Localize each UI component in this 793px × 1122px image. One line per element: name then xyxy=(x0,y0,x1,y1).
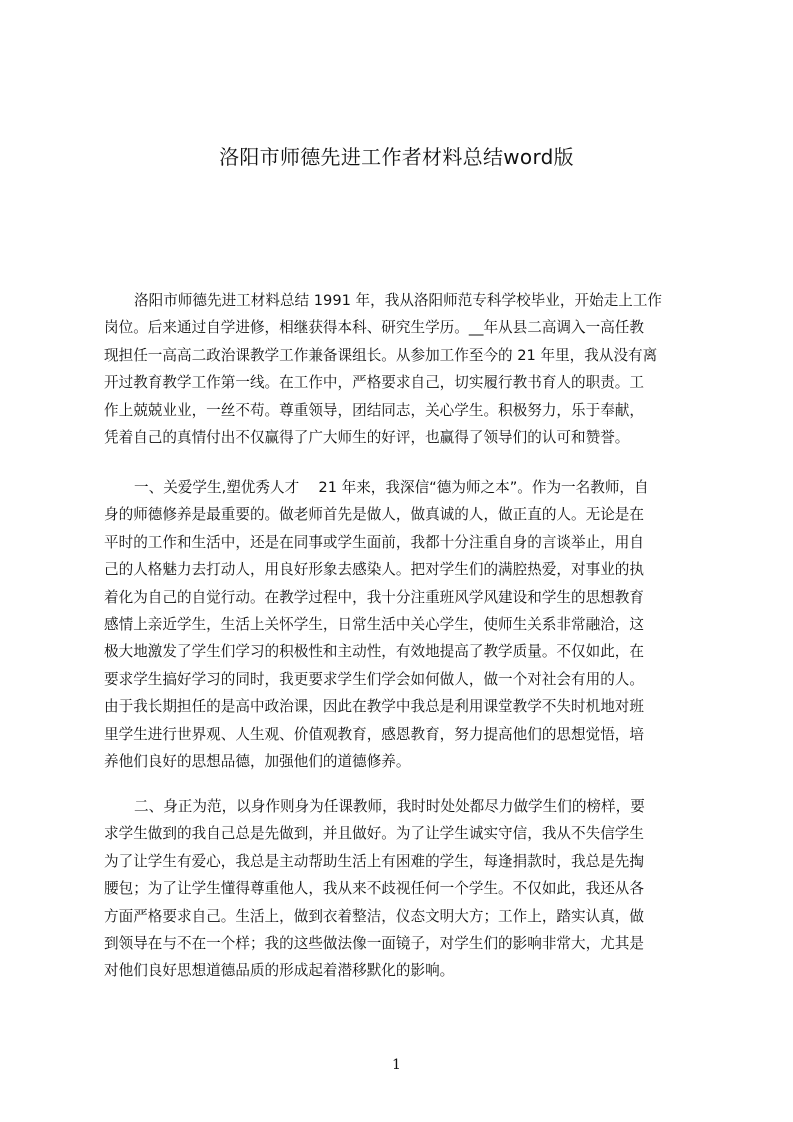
text-line: 腰包；为了让学生懂得尊重他人，我从来不歧视任何一个学生。不仅如此，我还从各 xyxy=(104,880,644,898)
text-line: 一、关爱学生,塑优秀人才 21 年来，我深信“德为师之本”。作为一名教师，自 xyxy=(134,479,649,496)
text-line: 平时的工作和生活中，还是在同事或学生面前，我都十分注重自身的言谈举止，用自 xyxy=(104,533,644,551)
paragraph-section-two xyxy=(104,793,698,985)
paragraph-intro xyxy=(104,287,698,451)
text-line: 现担任一高高二政治课教学工作兼备课组长。从参加工作至今的 21 年里，我从没有离 xyxy=(104,346,658,364)
text-line: 洛阳市师德先进工材料总结 1991 年，我从洛阳师范专科学校毕业，开始走上工作 xyxy=(134,292,663,309)
text-line: 凭着自己的真情付出不仅赢得了广大师生的好评，也赢得了领导们的认可和赞誉。 xyxy=(104,428,630,446)
text-line: 方面严格要求自己。生活上，做到衣着整洁，仪态文明大方；工作上，踏实认真，做 xyxy=(104,907,644,925)
text-line: 二、身正为范，以身作则身为任课教师，我时时处处都尽力做学生们的榜样，要 xyxy=(134,798,645,815)
paragraph-section-one xyxy=(104,474,698,775)
text-line: 求学生做到的我自己总是先做到，并且做好。为了让学生诚实守信，我从不失信学生 xyxy=(104,825,644,843)
document-title: 洛阳市师德先进工作者材料总结word版 xyxy=(219,145,574,169)
text-line: 里学生进行世界观、人生观、价值观教育，感恩教育，努力提高他们的思想觉悟，培 xyxy=(104,725,644,743)
text-line: 要求学生搞好学习的同时，我更要求学生们学会如何做人，做一个对社会有用的人。 xyxy=(104,670,644,688)
text-line: 开过教育教学工作第一线。在工作中，严格要求自己，切实履行教书育人的职责。工 xyxy=(104,374,644,392)
text-line: 由于我长期担任的是高中政治课，因此在教学中我总是利用课堂教学不失时机地对班 xyxy=(104,698,644,716)
text-line: 极大地激发了学生们学习的积极性和主动性，有效地提高了教学质量。不仅如此，在 xyxy=(104,643,644,661)
text-line: 岗位。后来通过自学进修，相继获得本科、研究生学历。__年从县二高调入一高任教 xyxy=(104,319,644,337)
text-line: 对他们良好思想道德品质的形成起着潜移默化的影响。 xyxy=(104,962,455,980)
page-number: 1 xyxy=(392,1057,401,1073)
text-line: 身的师德修养是最重要的。做老师首先是做人，做真诚的人，做正直的人。无论是在 xyxy=(104,506,644,524)
text-line: 感情上亲近学生，生活上关怀学生，日常生活中关心学生，使师生关系非常融洽，这 xyxy=(104,615,644,633)
text-line: 着化为自己的自觉行动。在教学过程中，我十分注重班风学风建设和学生的思想教育 xyxy=(104,588,644,606)
text-line: 作上兢兢业业，一丝不苟。尊重领导，团结同志，关心学生。积极努力，乐于奉献， xyxy=(104,401,644,419)
text-line: 己的人格魅力去打动人，用良好形象去感染人。把对学生们的满腔热爱，对事业的执 xyxy=(104,561,644,579)
text-line: 养他们良好的思想品德，加强他们的道德修养。 xyxy=(104,752,411,770)
text-line: 为了让学生有爱心，我总是主动帮助生活上有困难的学生，每逢捐款时，我总是先掏 xyxy=(104,852,644,870)
text-line: 到领导在与不在一个样；我的这些做法像一面镜子，对学生们的影响非常大，尤其是 xyxy=(104,934,644,952)
